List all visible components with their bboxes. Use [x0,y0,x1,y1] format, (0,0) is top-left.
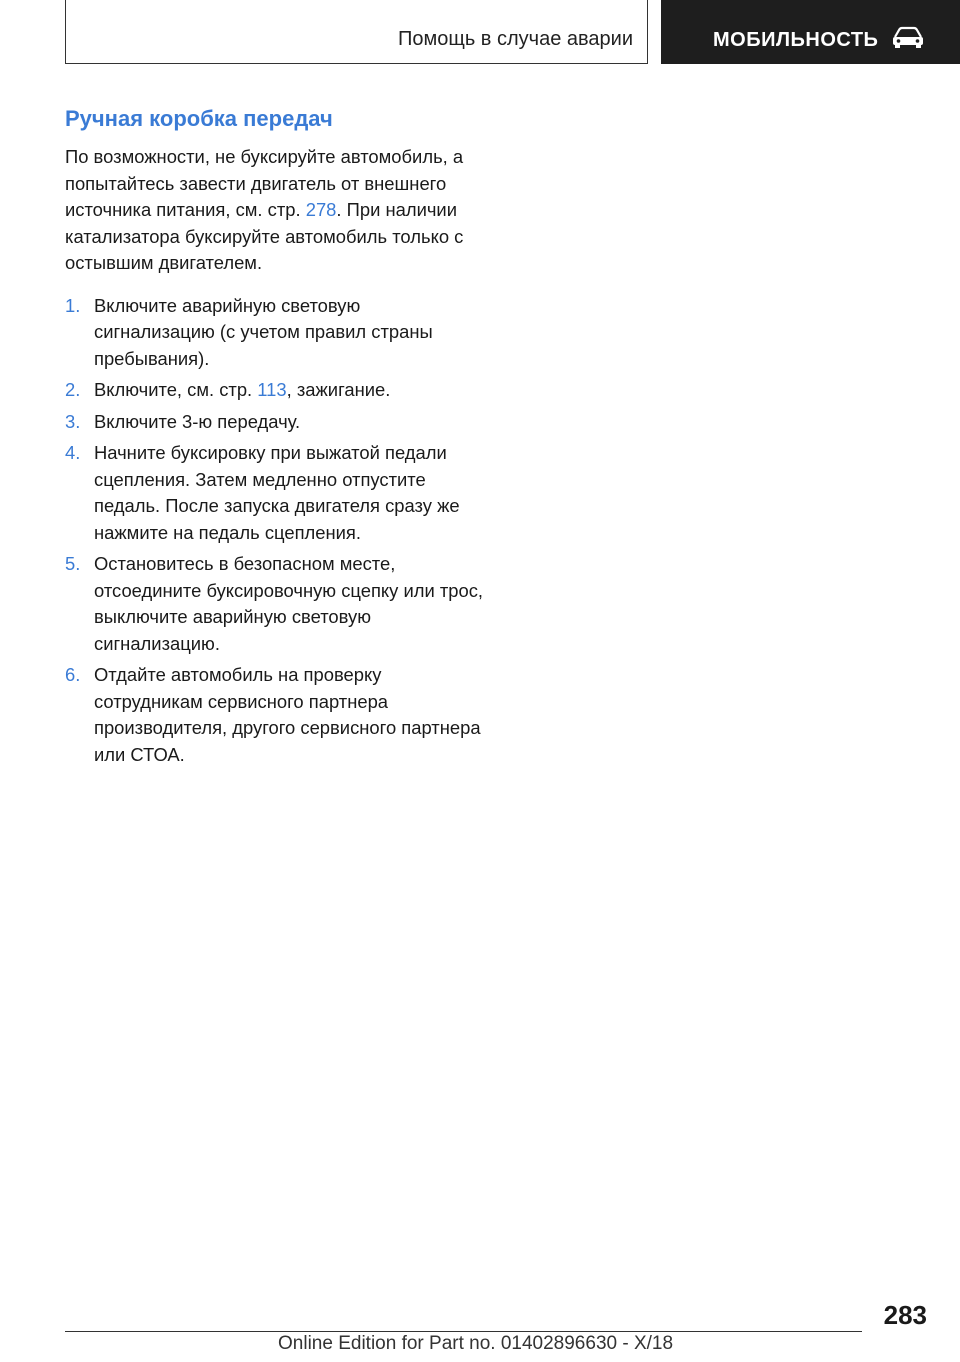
step-number: 4. [65,442,81,463]
list-item [65,377,485,404]
list-item [65,551,485,657]
list-item [65,293,485,373]
step-text-after: , зажигание. [286,379,391,400]
step-text: Включите 3-ю передачу. [94,410,301,432]
step-number: 6. [65,664,81,685]
chapter-tab [661,0,960,64]
step-text: Начните буксировку при выжатой педали сцепления. Затем медленно отпустите педаль. После запуска двигателя сразу же нажмите на педаль сцепления. [94,442,460,543]
intro-text-before: По возможности, не буксируйте автомобиль, а попытайтесь завести двигатель от внешнего источника питания, см. стр. [65,146,464,220]
step-number: 1. [65,294,81,316]
step-text-before: Включите, см. стр. [94,379,258,400]
page-title: Ручная коробка передач [65,106,333,131]
page-link-113[interactable]: 113 [257,379,287,400]
page-number: 283 [883,1300,927,1330]
step-number: 5. [65,553,81,574]
page-link-278[interactable]: 278 [305,199,337,220]
chapter-title: МОБИЛЬНОСТЬ [713,29,879,51]
header-section-box [65,0,648,64]
section-title: Помощь в случае аварии [398,28,633,50]
step-text: Остановитесь в безопасном месте, отсоедините буксировочную сцепку или трос, выключите аварийную световую сигнализацию. [94,553,484,654]
list-item [65,409,485,436]
list-item [65,440,485,546]
car-icon [891,26,925,50]
step-number: 3. [65,410,81,432]
footer-divider [65,1331,862,1332]
step-text: Отдайте автомобиль на проверку сотрудникам сервисного партнера производителя, другого сервисного партнера или СТОА. [94,664,481,765]
list-item [65,662,485,768]
footer-edition: Online Edition for Part no. 01402896630 - X/18 [278,1333,674,1354]
main-content [65,104,485,773]
steps-list [65,293,485,769]
step-text: Включите аварийную световую сигнализацию (с учетом правил страны пребывания). [94,294,433,369]
intro-text-after: . При наличии катализатора буксируйте автомобиль только с остывшим двигателем. [65,199,464,273]
step-number: 2. [65,379,81,400]
intro-paragraph [65,144,485,277]
